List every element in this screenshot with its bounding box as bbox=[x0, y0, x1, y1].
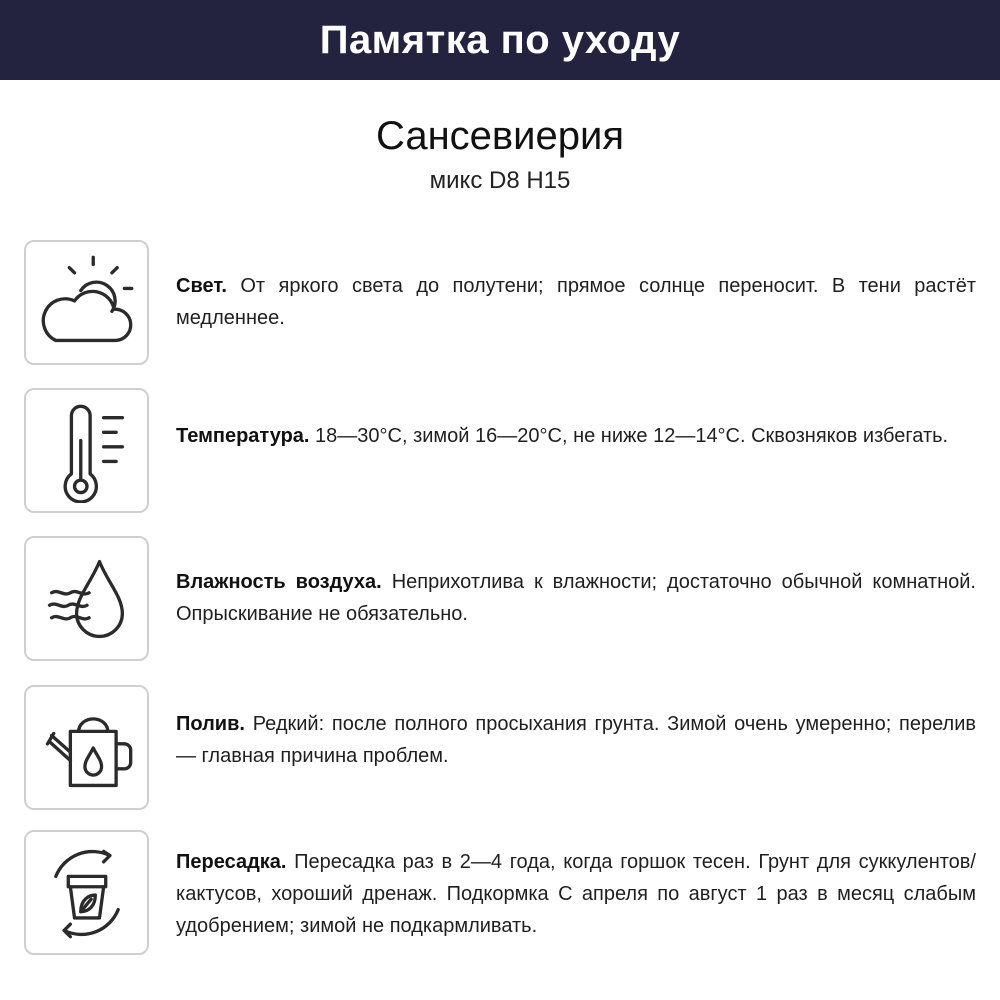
plant-variant: микс D8 H15 bbox=[429, 167, 571, 194]
humidity-drop-icon bbox=[35, 547, 139, 651]
section-temperature bbox=[176, 420, 976, 452]
plant-heading bbox=[0, 108, 1000, 196]
section-light-label: Свет. bbox=[176, 275, 227, 297]
section-temperature-label: Температура. bbox=[176, 425, 310, 447]
repot-icon-card bbox=[24, 830, 149, 955]
thermometer-icon bbox=[35, 399, 139, 503]
section-repotting bbox=[176, 846, 976, 942]
sun-cloud-icon-card bbox=[24, 240, 149, 365]
thermometer-icon-card bbox=[24, 388, 149, 513]
watering-can-icon-card bbox=[24, 685, 149, 810]
watering-can-icon bbox=[35, 696, 139, 800]
section-humidity-label: Влажность воздуха. bbox=[176, 571, 382, 593]
section-light-text: От яркого света до полутени; прямое солнце переносит. В тени растёт медленнее. bbox=[176, 275, 976, 329]
section-temperature-text: 18—30°C, зимой 16—20°C, не ниже 12—14°C. Сквозняков избегать. bbox=[315, 425, 949, 447]
repot-icon bbox=[35, 841, 139, 945]
humidity-drop-icon-card bbox=[24, 536, 149, 661]
section-repotting-text: Пересадка раз в 2—4 года, когда горшок тесен. Грунт для суккулентов/кактусов, хороший дренаж. Подкормка С апреля по август 1 раз в месяц слабым удобрением; зимой не подкармливать. bbox=[176, 851, 976, 937]
header-banner bbox=[0, 0, 1000, 80]
section-light bbox=[176, 270, 976, 334]
section-watering-label: Полив. bbox=[176, 713, 245, 735]
page-title: Памятка по уходу bbox=[319, 17, 681, 62]
plant-name: Сансевиерия bbox=[375, 114, 624, 158]
section-humidity-text: Неприхотлива к влажности; достаточно обычной комнатной. Опрыскивание не обязательно. bbox=[176, 571, 976, 625]
section-humidity bbox=[176, 566, 976, 630]
sun-cloud-icon bbox=[35, 251, 139, 355]
section-repotting-label: Пересадка. bbox=[176, 851, 287, 873]
section-watering bbox=[176, 708, 976, 772]
section-watering-text: Редкий: после полного просыхания грунта. Зимой очень умеренно; перелив — главная причина проблем. bbox=[176, 713, 976, 767]
